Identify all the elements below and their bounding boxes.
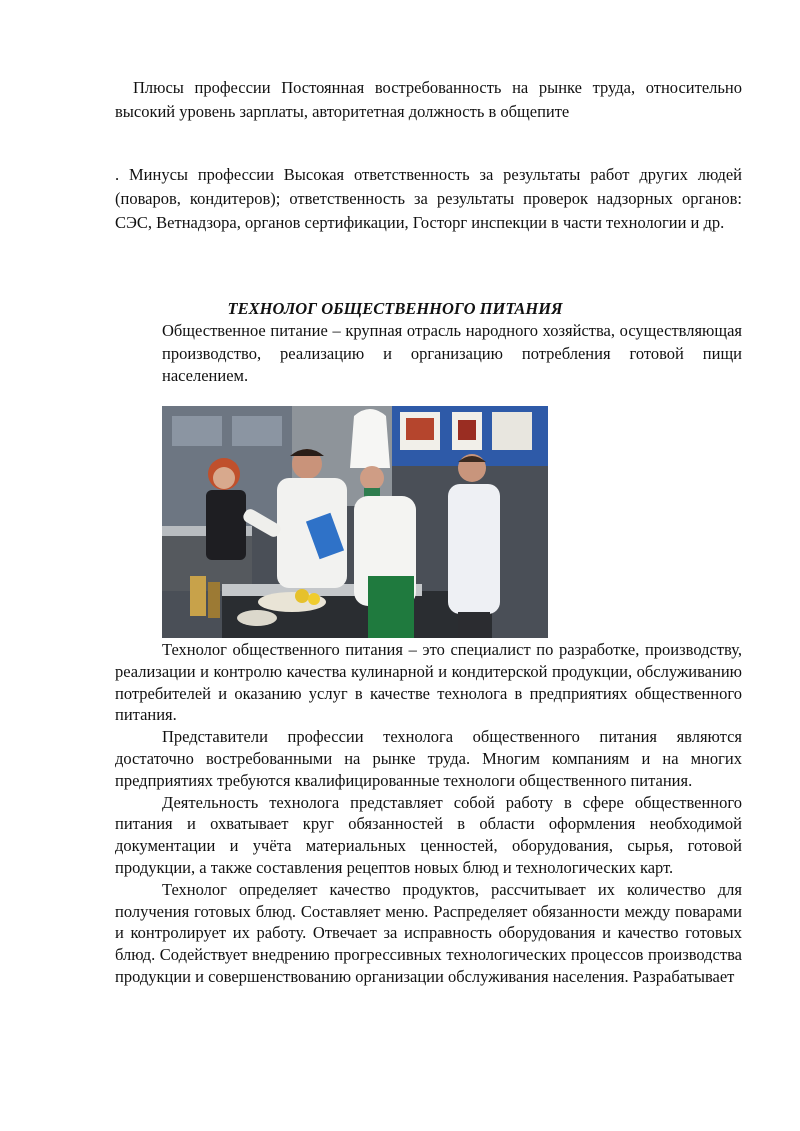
paragraph-demand: Представители профессии технолога общественного питания являются достаточно востребованными на рынке труда. Многим компаниям и на многих предприятиях требуются квалифицированные технологи общественного питания. xyxy=(115,727,742,790)
paragraph-activity: Деятельность технолога представляет собой работу в сфере общественного питания и охватывает круг обязанностей в области оформления необходимой документации и учёта материальных ценностей, оборудования, сырья, готовой продукции, а также составления рецептов новых блюд и технологических карт. xyxy=(115,792,742,877)
paragraph-definition: Технолог общественного питания – это специалист по разработке, производству, реализации и контролю качества кулинарной и кондитерской продукции, обслуживанию потребителей и оказанию услуг в качестве технолога в предприятиях общественного питания. xyxy=(115,640,742,725)
kitchen-photo-illustration xyxy=(162,406,548,638)
section-title: ТЕХНОЛОГ ОБЩЕСТВЕННОГО ПИТАНИЯ xyxy=(227,299,563,318)
body-text xyxy=(115,639,742,988)
pros-paragraph: Плюсы профессии Постоянная востребованность на рынке труда, относительно высокий уровень зарплаты, авторитетная должность в общепите xyxy=(115,78,742,121)
intro-paragraph: Общественное питание – крупная отрасль народного хозяйства, осуществляющая производство, реализацию и организацию потребления готовой пищи населением. xyxy=(162,321,742,385)
cons-paragraph: . Минусы профессии Высокая ответственность за результаты работ других людей (поваров, кондитеров); ответственность за результаты проверок надзорных органов: СЭС, Ветнадзора, органов сертификации, Госторг инспекции в части технологии и др. xyxy=(115,165,742,232)
kitchen-photo xyxy=(162,406,548,638)
paragraph-duties: Технолог определяет качество продуктов, рассчитывает их количество для получения готовых блюд. Составляет меню. Распределяет обязанности между поварами и контролирует их работу. Отвечает за исправность оборудования и качество готовых блюд. Содействует внедрению прогрессивных технологических процессов производства продукции и совершенствованию организации обслуживания населения. Разрабатывает xyxy=(115,879,742,986)
